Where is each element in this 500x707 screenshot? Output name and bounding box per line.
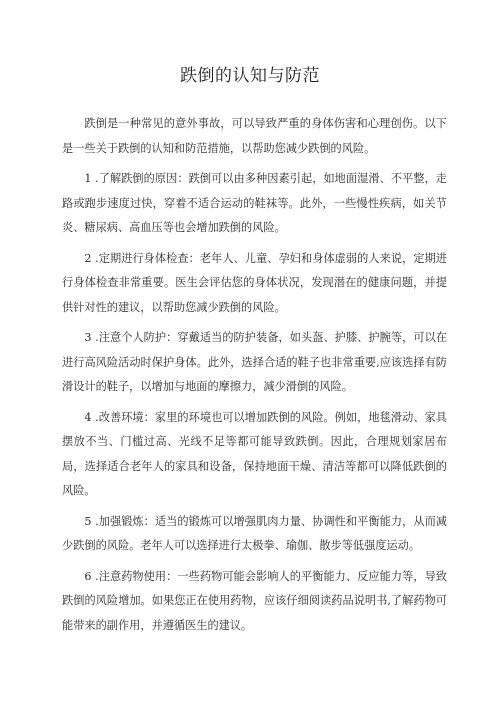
document-title: 跌倒的认知与防范 <box>180 66 320 86</box>
paragraph-protection: 3 .注意个人防护：穿戴适当的防护装备，如头盔、护膝、护腕等，可以在进行高风险活动时保护身体。此外，选择合适的鞋子也非常重要,应该选择有防滑设计的鞋子，以增加与地面的摩擦力，减少滑倒的风险。 <box>62 331 447 393</box>
paragraph-environment: 4 .改善环境：家里的环境也可以增加跌倒的风险。例如，地毯滑动、家具摆放不当、门槛过高、光线不足等都可能导致跌倒。因此，合理规划家居布局，选择适合老年人的家具和设备，保持地面干燥、清洁等都可以降低跌倒的风险。 <box>62 410 447 497</box>
document-body <box>62 112 447 644</box>
paragraph-causes: 1 .了解跌倒的原因：跌倒可以由多种因素引起，如地面湿滑、不平整，走路或跑步速度过快，穿着不适合运动的鞋袜等。此外，一些慢性疾病，如关节炎、糖尿病、高血压等也会增加跌倒的风险。 <box>62 172 447 234</box>
paragraph-exercise: 5 .加强锻炼：适当的锻炼可以增强肌肉力量、协调性和平衡能力，从而减少跌倒的风险。老年人可以选择进行太极拳、瑜伽、散步等低强度运动。 <box>62 514 447 552</box>
paragraph-checkup: 2 .定期进行身体检查：老年人、儿童、孕妇和身体虚弱的人来说，定期进行身体检查非常重要。医生会评估您的身体状况，发现潜在的健康问题，并提供针对性的建议，以帮助您减少跌倒的风险。 <box>62 251 447 314</box>
paragraph-medication: 6 .注意药物使用：一些药物可能会影响人的平衡能力、反应能力等，导致跌倒的风险增加。如果您正在使用药物，应该仔细阅读药品说明书,了解药物可能带来的副作用，并遵循医生的建议。 <box>62 569 447 632</box>
intro-paragraph: 跌倒是一种常见的意外事故，可以导致严重的身体伤害和心理创伤。以下是一些关于跌倒的认知和防范措施，以帮助您减少跌倒的风险。 <box>62 117 447 155</box>
